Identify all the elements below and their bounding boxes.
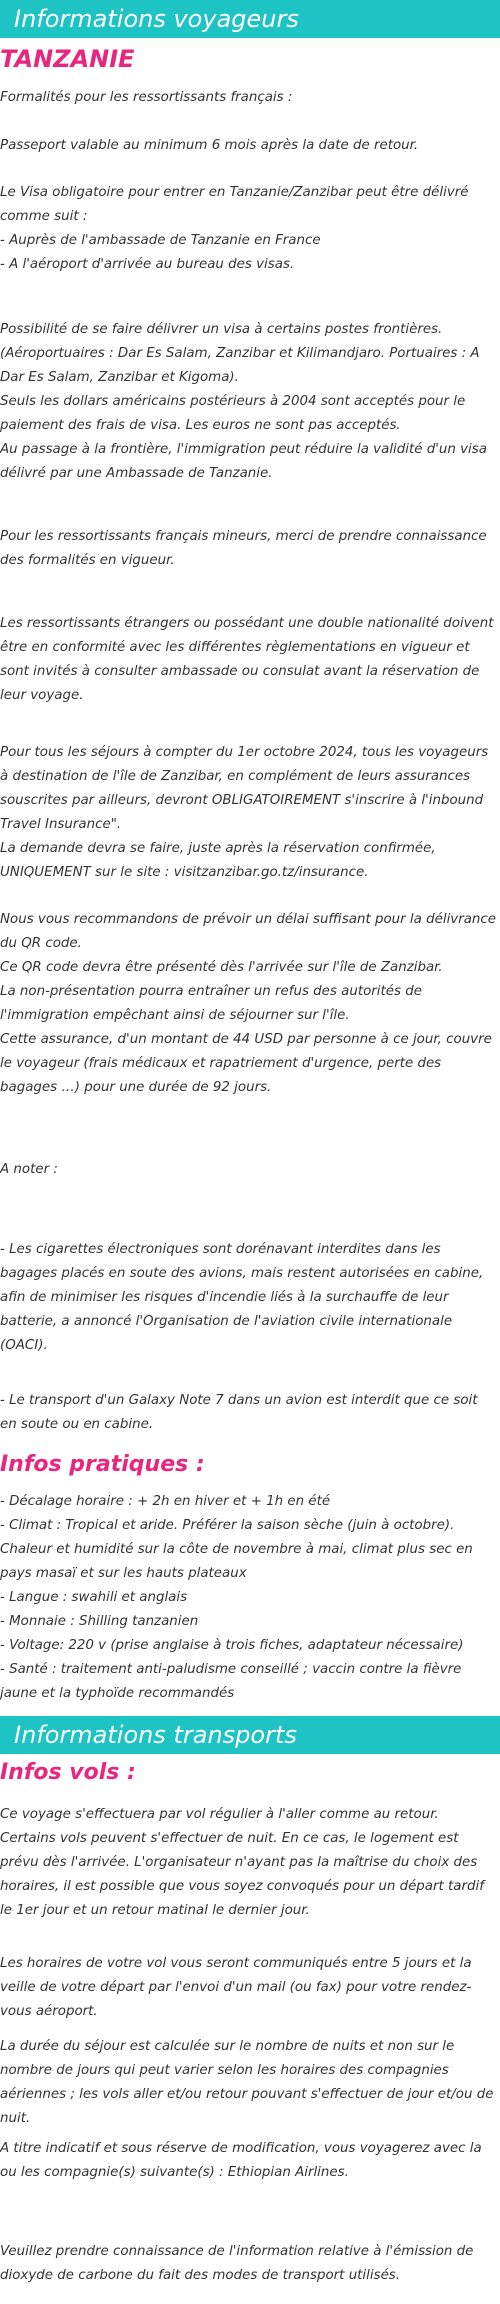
heading-infos-pratiques: Infos pratiques : (0, 1452, 205, 1477)
section-banner-transports: Informations transports (0, 1716, 500, 1754)
list-infos-pratiques: - Décalage horaire : + 2h en hiver et + 1h en été - Climat : Tropical et aride. Préférer la saison sèche (juin à octobre). Chaleur et humidité sur la côte de novembre à mai, climat plus sec en pays masaï et sur les hauts plateaux - Langue : swahili et anglais - Monnaie : Shilling tanzanien - Voltage: 220 v (prise anglaise à trois fiches, adaptateur nécessaire) - Santé : traitement anti-paludisme conseillé ; vaccin contre la fièvre jaune et la typhoïde recommandés (0, 1494, 473, 1701)
paragraph-vols-co2: Veuillez prendre connaissance de l'information relative à l'émission de dioxyde de carbone du fait des modes de transport utilisés. (0, 2244, 474, 2283)
paragraph-mineurs: Pour les ressortissants français mineurs, merci de prendre connaissance des formalités en vigueur. (0, 529, 487, 568)
section-banner-voyageurs: Informations voyageurs (0, 0, 500, 38)
paragraph-formalites: Formalités pour les ressortissants français : (0, 90, 293, 105)
paragraph-vols-duree: La durée du séjour est calculée sur le nombre de nuits et non sur le nombre de jours qui peut varier selon les horaires des compagnies aériennes ; les vols aller et/ou retour pouvant s'effectuer de jour et/ou de nuit. (0, 2039, 494, 2126)
paragraph-galaxy-note: - Le transport d'un Galaxy Note 7 dans un avion est interdit que ce soit en soute ou en cabine. (0, 1393, 478, 1432)
paragraph-visa: Le Visa obligatoire pour entrer en Tanzanie/Zanzibar peut être délivré comme suit : - Auprès de l'ambassade de Tanzanie en France - A l'aéroport d'arrivée au bureau des visas. (0, 185, 469, 272)
paragraph-visa-frontieres: Possibilité de se faire délivrer un visa à certains postes frontières. (Aéroportuaires : Dar Es Salam, Zanzibar et Kilimandjaro. Portuaires : A Dar Es Salam, Zanzibar et Kigoma). Seuls les dollars américains postérieurs à 2004 sont acceptés pour le paiement des frais de visa. Les euros ne sont pas acceptés. Au passage à la frontière, l'immigration peut réduire la validité d'un visa délivré par une Ambassade de Tanzanie. (0, 322, 487, 481)
heading-infos-vols: Infos vols : (0, 1760, 136, 1785)
paragraph-etrangers: Les ressortissants étrangers ou possédant une double nationalité doivent être en conformité avec les différentes règlementations en vigueur et sont invités à consulter ambassade ou consulat avant la réservation de leur voyage. (0, 616, 494, 703)
paragraph-vols-regulier: Ce voyage s'effectuera par vol régulier à l'aller comme au retour. Certains vols peuvent s'effectuer de nuit. En ce cas, le logement est prévu dès l'arrivée. L'organisateur n'ayant pas la maîtrise du choix des horaires, il est possible que vous soyez convoqués pour un départ tardif le 1er jour et un retour matinal le dernier jour. (0, 1807, 484, 1918)
paragraph-qr-code: Nous vous recommandons de prévoir un délai suffisant pour la délivrance du QR code. Ce QR code devra être présenté dès l'arrivée sur l'île de Zanzibar. La non-présentation pourra entraîner un refus des autorités de l'immigration empêchant ainsi de séjourner sur l'île. Cette assurance, d'un montant de 44 USD par personne à ce jour, couvre le voyageur (frais médicaux et rapatriement d'urgence, perte des bagages …) pour une durée de 92 jours. (0, 912, 497, 1095)
paragraph-passeport: Passeport valable au minimum 6 mois après la date de retour. (0, 138, 419, 153)
paragraph-vols-compagnie: A titre indicatif et sous réserve de modification, vous voyagerez avec la ou les compagnie(s) suivante(s) : Ethiopian Airlines. (0, 2141, 482, 2180)
paragraph-cigarettes: - Les cigarettes électroniques sont dorénavant interdites dans les bagages placés en soute des avions, mais restent autorisées en cabine, afin de minimiser les risques d'incendie liés à la surchauffe de leur batterie, a annoncé l'Organisation de l'aviation civile internationale (OACI). (0, 1242, 484, 1353)
paragraph-zanzibar-insurance: Pour tous les séjours à compter du 1er octobre 2024, tous les voyageurs à destination de l'île de Zanzibar, en complément de leurs assurances souscrites par ailleurs, devront OBLIGATOIREMENT s'inscrire à l'inbound Travel Insurance". La demande devra se faire, juste après la réservation confirmée, UNIQUEMENT sur le site : visitzanzibar.go.tz/insurance. (0, 745, 489, 880)
paragraph-a-noter: A noter : (0, 1162, 58, 1177)
country-title: TANZANIE (0, 45, 135, 73)
paragraph-vols-horaires: Les horaires de votre vol vous seront communiqués entre 5 jours et la veille de votre départ par l'envoi d'un mail (ou fax) pour votre rendez-vous aéroport. (0, 1956, 472, 2019)
